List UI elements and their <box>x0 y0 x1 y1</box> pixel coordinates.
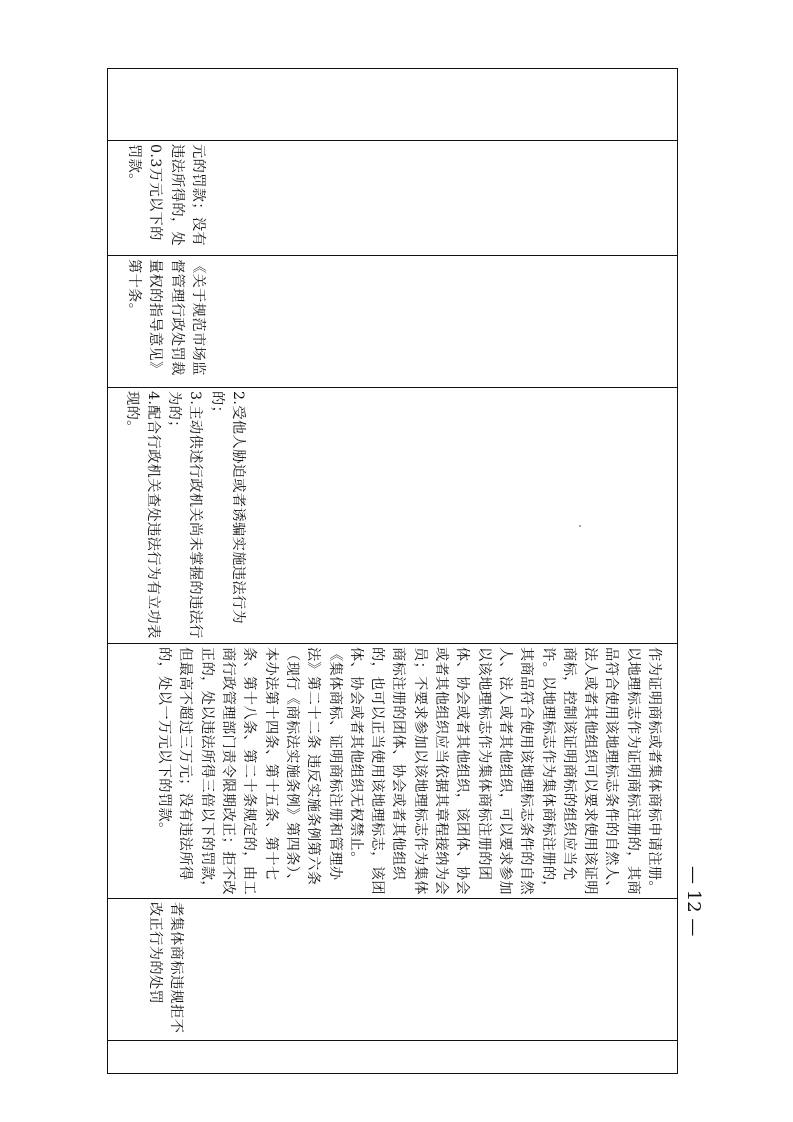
reference-text: 《关于规范市场监督管理行政处罚裁量权的指导意见》第十条。 <box>126 259 206 376</box>
table-row-divider <box>107 1040 678 1041</box>
page-number-text: — 12 — <box>683 866 704 937</box>
penalty-text: 元的罚款；没有违法所得的，处0.3万元以下的罚款。 <box>126 144 206 247</box>
legal-basis-paragraph: 作为证明商标或者集体商标申请注册。以地理标志作为证明商标注册的，其商品符合使用该地理标志条件的自然人、法人或者其他组织可以要求使用该证明商标，控制该证明商标的组织应当允许。以地理标志作为集体商标注册的，其商品符合使用该地理标志条件的自然人、法人或者其他组织，可以要求参加以该地理标志作为集体商标注册的团体、协会或者其他组织，该团体、协会或者其他组织应当依据其章程接纳为会员；不要求参加以该地理标志作为集体商标注册的团体、协会或者其他组织的，也可以正当使用该地理标志，该团体、协会或者其他组织无权禁止。 <box>347 647 662 895</box>
circumstance-item: 4.配合行政机关查处违法行为有立功表现的。 <box>123 391 161 639</box>
circumstance-item: 3.主动供述行政机关尚未掌握的违法行为的； <box>166 391 204 639</box>
table-row-divider <box>107 898 678 899</box>
table-row-divider <box>107 140 678 141</box>
table-row-divider <box>107 255 678 256</box>
scan-speck <box>579 525 581 527</box>
legal-basis-paragraph: 《集体商标、证明商标注册和管理办法》第二十二条 违反实施条例第六条（现行《商标法实施条例》第四条）、本办法第十四条、第十五条、第十七条、第十八条、第二十条规定的，由工商行政管理部门责令限期改正；拒不改正的，处以违法所得三倍以下的罚款，但最高不超过三万元；没有违法所得的，处以一万元以下的罚款。 <box>156 647 343 895</box>
offense-name-text: 者集体商标违规拒不改正行为的处罚 <box>146 902 184 1034</box>
circumstance-item: 2.受他人胁迫或者诱骗实施违法行为的； <box>208 391 246 625</box>
table-row-divider <box>107 643 678 644</box>
table-row-divider <box>107 387 678 388</box>
